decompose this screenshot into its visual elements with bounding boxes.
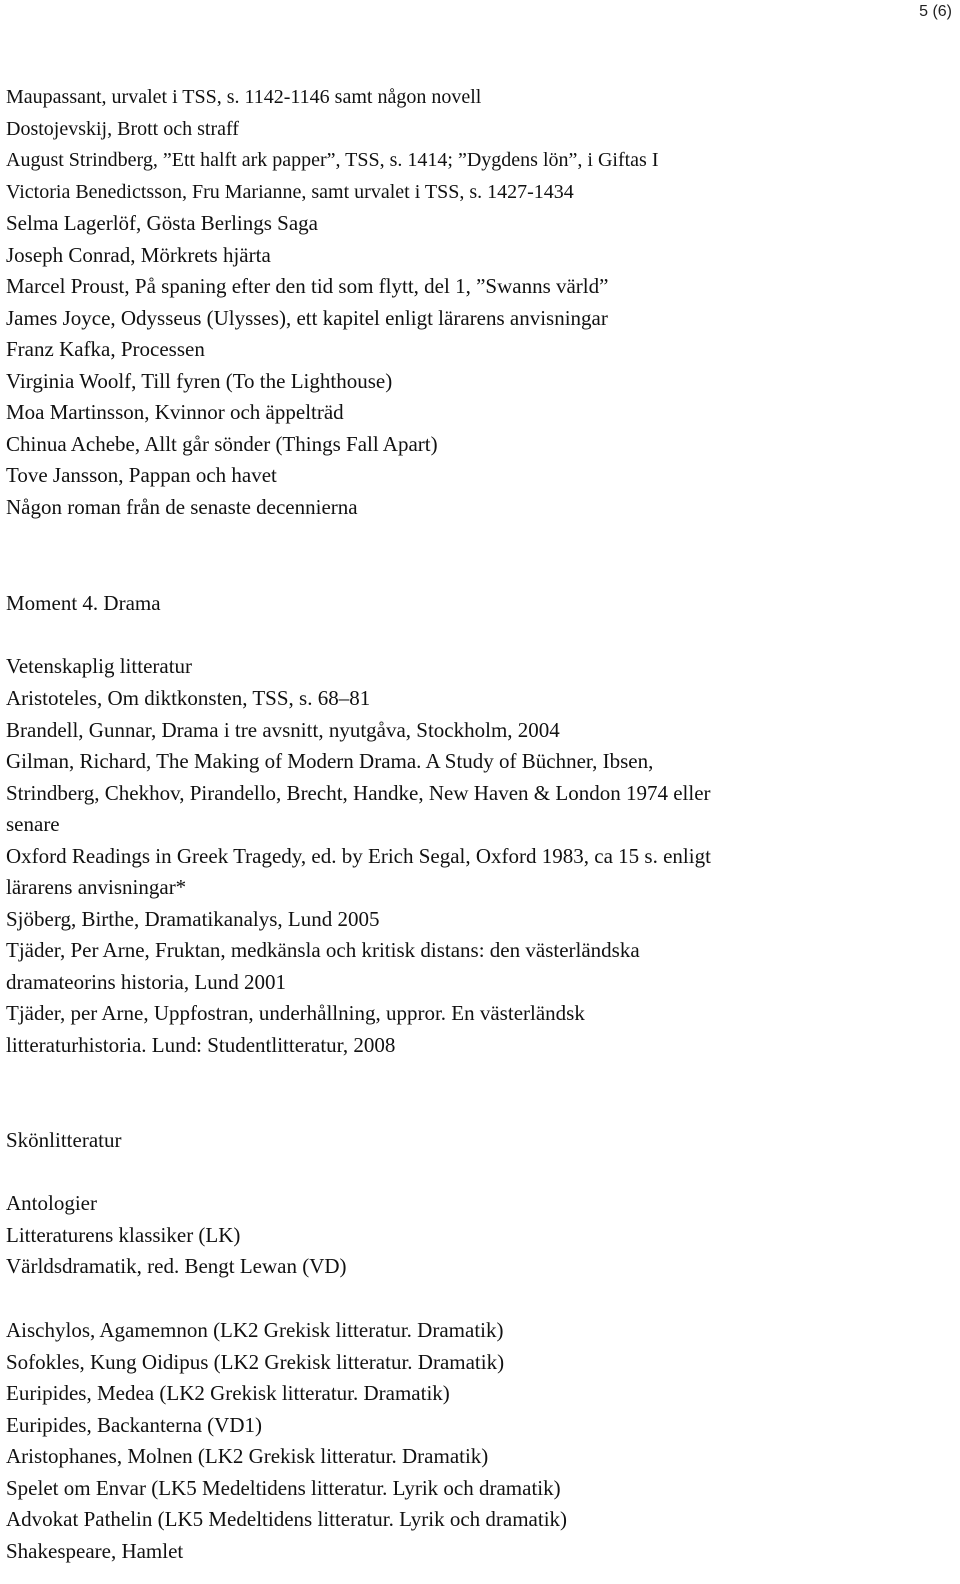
list-item: Strindberg, Chekhov, Pirandello, Brecht, Handke, New Haven & London 1974 eller: [6, 780, 711, 805]
scholarly-list: [6, 683, 946, 1061]
list-item: August Strindberg, ”Ett halft ark papper”, TSS, s. 1414; ”Dygdens lön”, i Giftas I: [6, 149, 659, 171]
list-item: Spelet om Envar (LK5 Medeltidens litteratur. Lyrik och dramatik): [6, 1475, 561, 1500]
play-list: [6, 1315, 946, 1567]
list-item: Moa Martinsson, Kvinnor och äppelträd: [6, 400, 344, 424]
page-number: 5 (6): [919, 3, 952, 20]
list-item: lärarens anvisningar*: [6, 875, 187, 899]
list-item: Någon roman från de senaste decennierna: [6, 494, 358, 519]
list-item: Brandell, Gunnar, Drama i tre avsnitt, nyutgåva, Stockholm, 2004: [6, 717, 560, 742]
moment-heading: Moment 4. Drama: [6, 591, 161, 615]
list-item: Tjäder, per Arne, Uppfostran, underhållning, uppror. En västerländsk: [6, 1001, 585, 1025]
list-item: Litteraturens klassiker (LK): [6, 1222, 241, 1247]
novel-list: [6, 82, 946, 523]
list-item: senare: [6, 812, 60, 836]
list-item: Franz Kafka, Processen: [6, 337, 205, 361]
list-item: Sjöberg, Birthe, Dramatikanalys, Lund 2005: [6, 906, 380, 931]
list-item: Victoria Benedictsson, Fru Marianne, samt urvalet i TSS, s. 1427-1434: [6, 180, 574, 203]
list-item: Shakespeare, Hamlet: [6, 1538, 184, 1563]
list-item: Antologier: [6, 1191, 97, 1215]
list-item: Gilman, Richard, The Making of Modern Drama. A Study of Büchner, Ibsen,: [6, 749, 654, 773]
list-item: Aristoteles, Om diktkonsten, TSS, s. 68–81: [6, 686, 371, 710]
list-item: Maupassant, urvalet i TSS, s. 1142-1146 samt någon novell: [6, 86, 482, 108]
list-item: Tjäder, Per Arne, Fruktan, medkänsla och kritisk distans: den västerländska: [6, 938, 640, 962]
list-item: Aischylos, Agamemnon (LK2 Grekisk litteratur. Dramatik): [6, 1318, 504, 1342]
list-item: Oxford Readings in Greek Tragedy, ed. by Erich Segal, Oxford 1983, ca 15 s. enligt: [6, 843, 711, 868]
list-item: Advokat Pathelin (LK5 Medeltidens litteratur. Lyrik och dramatik): [6, 1507, 568, 1531]
list-item: Euripides, Medea (LK2 Grekisk litteratur. Dramatik): [6, 1381, 450, 1405]
list-item: Marcel Proust, På spaning efter den tid som flytt, del 1, ”Swanns värld”: [6, 274, 609, 298]
list-item: Joseph Conrad, Mörkrets hjärta: [6, 242, 271, 267]
scholarly-heading: Vetenskaplig litteratur: [6, 654, 193, 678]
list-item: Selma Lagerlöf, Gösta Berlings Saga: [6, 211, 319, 235]
anthology-list: [6, 1188, 946, 1283]
list-item: Tove Jansson, Pappan och havet: [6, 463, 277, 487]
list-item: Chinua Achebe, Allt går sönder (Things Fall Apart): [6, 431, 438, 456]
list-item: Euripides, Backanterna (VD1): [6, 1412, 262, 1437]
list-item: Dostojevskij, Brott och straff: [6, 117, 239, 140]
list-item: Sofokles, Kung Oidipus (LK2 Grekisk litteratur. Dramatik): [6, 1349, 505, 1374]
list-item: James Joyce, Odysseus (Ulysses), ett kapitel enligt lärarens anvisningar: [6, 305, 608, 330]
list-item: dramateorins historia, Lund 2001: [6, 969, 286, 994]
list-item: Världsdramatik, red. Bengt Lewan (VD): [6, 1254, 347, 1278]
list-item: Aristophanes, Molnen (LK2 Grekisk litteratur. Dramatik): [6, 1444, 489, 1468]
list-item: litteraturhistoria. Lund: Studentlitteratur, 2008: [6, 1032, 396, 1057]
fiction-heading: Skönlitteratur: [6, 1128, 122, 1152]
list-item: Virginia Woolf, Till fyren (To the Lighthouse): [6, 368, 393, 393]
